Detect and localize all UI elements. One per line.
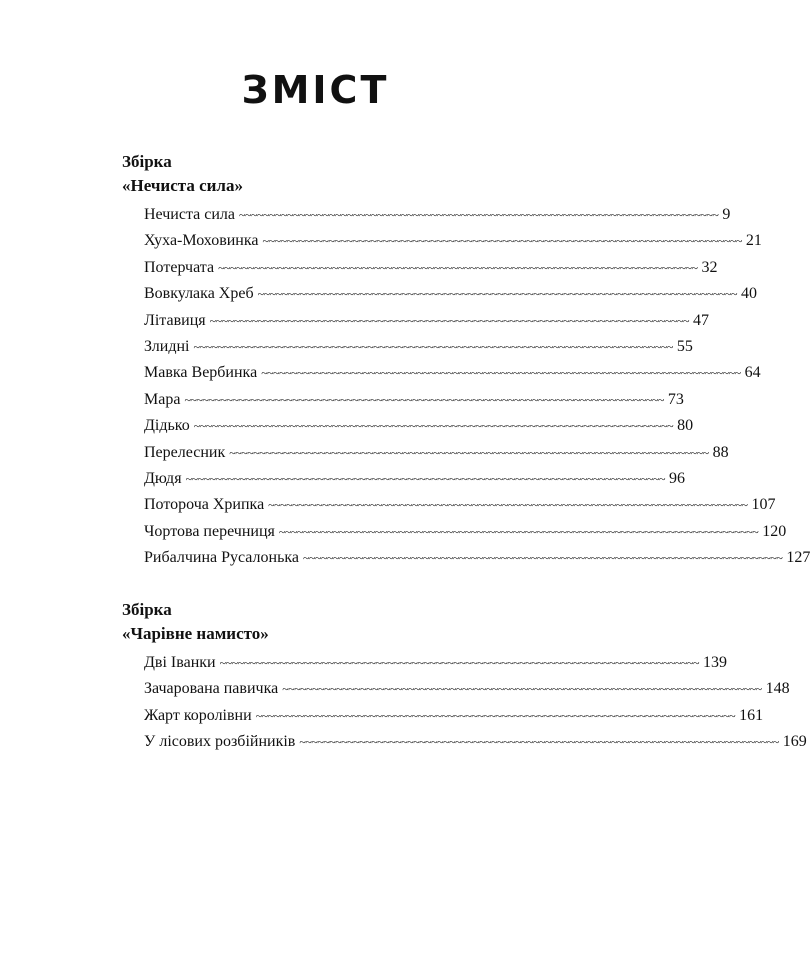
page-title: ЗМІСТ xyxy=(241,68,390,112)
tilde-leader: ~~~~~~~~~~~~~~~~~~~~~~~~~~~~~~~~~~~~~~~~~~~~~~~~~~~~~~~~~~~~~~~~~~~~~~~~~~~~~~~~ xyxy=(219,656,699,670)
toc-entry xyxy=(144,733,807,759)
entry-title: Вовкулака Хреб xyxy=(144,285,254,303)
tilde-leader: ~~~~~~~~~~~~~~~~~~~~~~~~~~~~~~~~~~~~~~~~~~~~~~~~~~~~~~~~~~~~~~~~~~~~~~~~~~~~~~~~ xyxy=(239,208,719,222)
entry-title: Літавиця xyxy=(144,311,206,329)
toc-list xyxy=(144,654,807,760)
entry-page: 9 xyxy=(722,206,731,223)
tilde-leader: ~~~~~~~~~~~~~~~~~~~~~~~~~~~~~~~~~~~~~~~~~~~~~~~~~~~~~~~~~~~~~~~~~~~~~~~~~~~~~~~~ xyxy=(193,339,673,354)
tilde-leader: ~~~~~~~~~~~~~~~~~~~~~~~~~~~~~~~~~~~~~~~~~~~~~~~~~~~~~~~~~~~~~~~~~~~~~~~~~~~~~~~~ xyxy=(209,313,689,328)
entry-page: 120 xyxy=(762,522,787,540)
entry-page: 73 xyxy=(667,390,684,408)
entry-title: Зачарована павичка xyxy=(144,680,279,698)
section-name: «Чарівне намисто» xyxy=(122,624,269,643)
toc-entry xyxy=(144,706,764,733)
toc-entry xyxy=(144,417,694,443)
tilde-leader: ~~~~~~~~~~~~~~~~~~~~~~~~~~~~~~~~~~~~~~~~~~~~~~~~~~~~~~~~~~~~~~~~~~~~~~~~~~~~~~~~ xyxy=(303,551,783,566)
toc-entry xyxy=(144,311,709,338)
entry-title: У лісових розбійників xyxy=(144,733,296,751)
toc-entry xyxy=(144,469,685,496)
toc-entry xyxy=(144,364,761,390)
entry-title: Хуха-Моховинка xyxy=(144,232,259,250)
toc-entry xyxy=(144,285,757,311)
entry-page: 55 xyxy=(676,337,693,355)
tilde-leader: ~~~~~~~~~~~~~~~~~~~~~~~~~~~~~~~~~~~~~~~~~~~~~~~~~~~~~~~~~~~~~~~~~~~~~~~~~~~~~~~~ xyxy=(261,366,741,381)
entry-title: Дві Іванки xyxy=(144,654,216,671)
tilde-leader: ~~~~~~~~~~~~~~~~~~~~~~~~~~~~~~~~~~~~~~~~~~~~~~~~~~~~~~~~~~~~~~~~~~~~~~~~~~~~~~~~ xyxy=(185,471,665,486)
entry-page: 88 xyxy=(712,443,729,461)
entry-title: Дідько xyxy=(144,417,190,435)
section-charivne-namysto xyxy=(122,598,807,760)
entry-page: 161 xyxy=(739,706,764,724)
entry-title: Чортова перечниця xyxy=(144,522,275,540)
toc-entry xyxy=(144,522,787,549)
tilde-leader: ~~~~~~~~~~~~~~~~~~~~~~~~~~~~~~~~~~~~~~~~~~~~~~~~~~~~~~~~~~~~~~~~~~~~~~~~~~~~~~~~ xyxy=(268,498,748,513)
toc-entry xyxy=(144,206,731,232)
toc-entry xyxy=(144,549,810,575)
entry-page: 139 xyxy=(702,654,727,671)
tilde-leader: ~~~~~~~~~~~~~~~~~~~~~~~~~~~~~~~~~~~~~~~~~~~~~~~~~~~~~~~~~~~~~~~~~~~~~~~~~~~~~~~~ xyxy=(282,682,762,697)
tilde-leader: ~~~~~~~~~~~~~~~~~~~~~~~~~~~~~~~~~~~~~~~~~~~~~~~~~~~~~~~~~~~~~~~~~~~~~~~~~~~~~~~~ xyxy=(299,735,779,750)
entry-page: 169 xyxy=(782,733,807,751)
toc-entry xyxy=(144,258,718,285)
entry-page: 64 xyxy=(744,364,761,382)
tilde-leader: ~~~~~~~~~~~~~~~~~~~~~~~~~~~~~~~~~~~~~~~~~~~~~~~~~~~~~~~~~~~~~~~~~~~~~~~~~~~~~~~~ xyxy=(193,419,674,434)
tilde-leader: ~~~~~~~~~~~~~~~~~~~~~~~~~~~~~~~~~~~~~~~~~~~~~~~~~~~~~~~~~~~~~~~~~~~~~~~~~~~~~~~~ xyxy=(262,234,742,249)
entry-page: 107 xyxy=(751,496,776,514)
entry-page: 40 xyxy=(740,285,757,303)
entry-title: Потороча Хрипка xyxy=(144,496,265,514)
tilde-leader: ~~~~~~~~~~~~~~~~~~~~~~~~~~~~~~~~~~~~~~~~~~~~~~~~~~~~~~~~~~~~~~~~~~~~~~~~~~~~~~~~ xyxy=(257,287,737,302)
entry-title: Мара xyxy=(144,390,181,408)
section-nechysta-syla xyxy=(122,150,810,575)
entry-page: 127 xyxy=(786,549,810,567)
entry-page: 21 xyxy=(745,232,762,250)
entry-title: Потерчата xyxy=(144,258,215,276)
section-name: «Нечиста сила» xyxy=(122,176,243,195)
toc-entry xyxy=(144,390,684,417)
toc-entry xyxy=(144,337,693,364)
toc-entry xyxy=(144,654,727,680)
tilde-leader: ~~~~~~~~~~~~~~~~~~~~~~~~~~~~~~~~~~~~~~~~~~~~~~~~~~~~~~~~~~~~~~~~~~~~~~~~~~~~~~~~ xyxy=(184,392,664,407)
toc-entry xyxy=(144,232,762,258)
section-label: Збірка xyxy=(122,600,172,619)
entry-page: 47 xyxy=(693,311,709,329)
entry-title: Дюдя xyxy=(144,469,182,487)
entry-title: Перелесник xyxy=(144,443,226,461)
entry-title: Рибалчина Русалонька xyxy=(144,549,300,567)
toc-list xyxy=(144,206,810,575)
entry-page: 96 xyxy=(668,469,685,487)
tilde-leader: ~~~~~~~~~~~~~~~~~~~~~~~~~~~~~~~~~~~~~~~~~~~~~~~~~~~~~~~~~~~~~~~~~~~~~~~~~~~~~~~~ xyxy=(278,524,759,539)
toc-entry xyxy=(144,443,729,470)
toc-entry xyxy=(144,496,776,522)
entry-title: Нечиста сила xyxy=(144,206,236,223)
tilde-leader: ~~~~~~~~~~~~~~~~~~~~~~~~~~~~~~~~~~~~~~~~~~~~~~~~~~~~~~~~~~~~~~~~~~~~~~~~~~~~~~~~ xyxy=(218,260,698,275)
toc-entry xyxy=(144,680,790,706)
entry-title: Мавка Вербинка xyxy=(144,364,258,382)
entry-title: Жарт королівни xyxy=(144,706,252,724)
entry-title: Злидні xyxy=(144,337,190,355)
entry-page: 148 xyxy=(765,680,790,698)
entry-page: 32 xyxy=(701,258,718,276)
tilde-leader: ~~~~~~~~~~~~~~~~~~~~~~~~~~~~~~~~~~~~~~~~~~~~~~~~~~~~~~~~~~~~~~~~~~~~~~~~~~~~~~~~ xyxy=(255,708,736,723)
tilde-leader: ~~~~~~~~~~~~~~~~~~~~~~~~~~~~~~~~~~~~~~~~~~~~~~~~~~~~~~~~~~~~~~~~~~~~~~~~~~~~~~~~ xyxy=(229,445,709,460)
entry-page: 80 xyxy=(677,417,694,435)
section-label: Збірка xyxy=(122,152,172,171)
